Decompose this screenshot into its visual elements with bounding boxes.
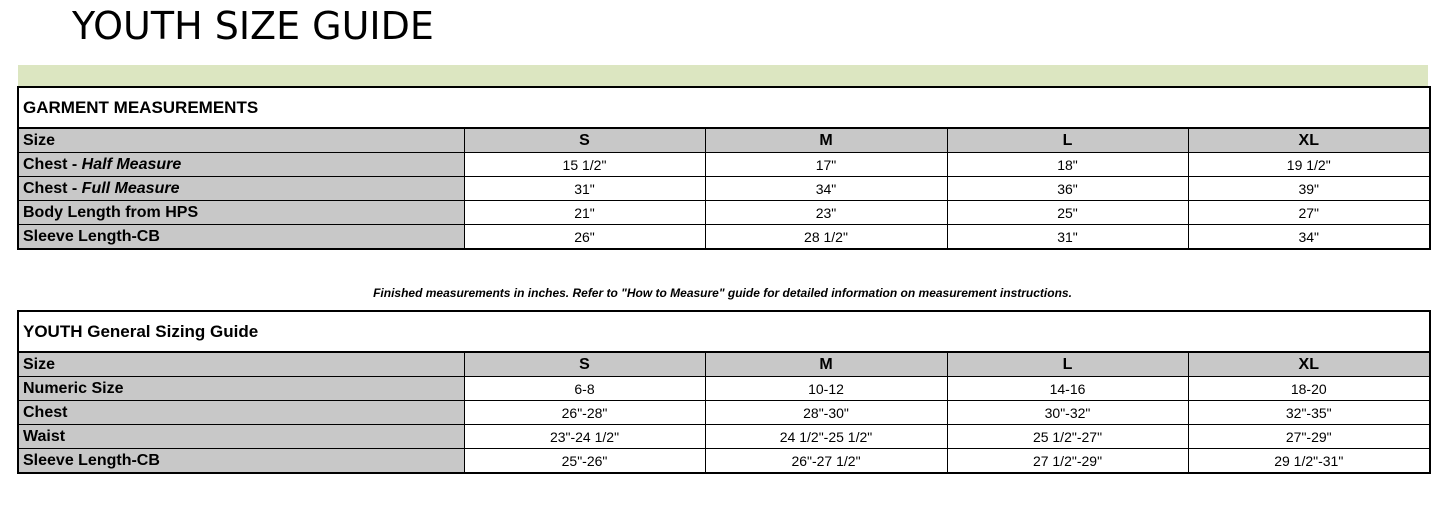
table-cell: 32"-35" xyxy=(1188,401,1430,425)
row-label-chest-half: Chest - Half Measure xyxy=(18,153,464,177)
table-row xyxy=(18,201,1430,225)
table-cell: 10-12 xyxy=(705,377,947,401)
table-cell: 39" xyxy=(1188,177,1430,201)
row-label-waist: Waist xyxy=(18,425,464,449)
general-sizing-table xyxy=(17,310,1431,474)
size-header-s: S xyxy=(464,128,705,153)
table-cell: 25 1/2"-27" xyxy=(947,425,1188,449)
size-header-xl: XL xyxy=(1188,128,1430,153)
table-cell: 34" xyxy=(705,177,947,201)
table-cell: 26"-27 1/2" xyxy=(705,449,947,474)
table-cell: 27"-29" xyxy=(1188,425,1430,449)
table-cell: 31" xyxy=(947,225,1188,250)
table-title-row xyxy=(18,87,1430,128)
size-header-xl: XL xyxy=(1188,352,1430,377)
garment-table-title: GARMENT MEASUREMENTS xyxy=(18,87,1430,128)
table-cell: 24 1/2"-25 1/2" xyxy=(705,425,947,449)
table-cell: 18-20 xyxy=(1188,377,1430,401)
table-cell: 28"-30" xyxy=(705,401,947,425)
size-header-m: M xyxy=(705,352,947,377)
row-label-chest-full: Chest - Full Measure xyxy=(18,177,464,201)
table-title-row xyxy=(18,311,1430,352)
table-cell: 26"-28" xyxy=(464,401,705,425)
table-cell: 31" xyxy=(464,177,705,201)
table-cell: 27" xyxy=(1188,201,1430,225)
table-row xyxy=(18,153,1430,177)
garment-measurements-table xyxy=(17,86,1431,250)
size-header-label: Size xyxy=(18,352,464,377)
table-cell: 27 1/2"-29" xyxy=(947,449,1188,474)
table-row xyxy=(18,449,1430,474)
size-header-s: S xyxy=(464,352,705,377)
size-header-m: M xyxy=(705,128,947,153)
row-label-sleeve-length: Sleeve Length-CB xyxy=(18,225,464,250)
table-cell: 28 1/2" xyxy=(705,225,947,250)
table-cell: 25" xyxy=(947,201,1188,225)
table-row xyxy=(18,425,1430,449)
table-row xyxy=(18,177,1430,201)
table-row xyxy=(18,377,1430,401)
table-cell: 36" xyxy=(947,177,1188,201)
measurement-footnote xyxy=(0,286,1445,300)
table-cell: 26" xyxy=(464,225,705,250)
table-cell: 25"-26" xyxy=(464,449,705,474)
size-header-l: L xyxy=(947,352,1188,377)
table-cell: 15 1/2" xyxy=(464,153,705,177)
table-cell: 21" xyxy=(464,201,705,225)
footnote-text: Finished measurements in inches. Refer to "How to Measure" guide for detailed information on measurement instructions. xyxy=(373,286,1072,300)
table-cell: 34" xyxy=(1188,225,1430,250)
table-cell: 18" xyxy=(947,153,1188,177)
size-header-row xyxy=(18,352,1430,377)
general-table-title: YOUTH General Sizing Guide xyxy=(18,311,1430,352)
row-label-numeric-size: Numeric Size xyxy=(18,377,464,401)
header-band xyxy=(18,65,1428,86)
table-cell: 29 1/2"-31" xyxy=(1188,449,1430,474)
size-header-l: L xyxy=(947,128,1188,153)
row-label-body-length: Body Length from HPS xyxy=(18,201,464,225)
table-cell: 6-8 xyxy=(464,377,705,401)
row-label-sleeve-length: Sleeve Length-CB xyxy=(18,449,464,474)
row-label-chest: Chest xyxy=(18,401,464,425)
table-cell: 23" xyxy=(705,201,947,225)
size-header-label: Size xyxy=(18,128,464,153)
table-row xyxy=(18,401,1430,425)
table-cell: 14-16 xyxy=(947,377,1188,401)
table-cell: 23"-24 1/2" xyxy=(464,425,705,449)
table-cell: 17" xyxy=(705,153,947,177)
table-cell: 30"-32" xyxy=(947,401,1188,425)
table-row xyxy=(18,225,1430,250)
page-title: YOUTH SIZE GUIDE xyxy=(72,4,434,48)
size-header-row xyxy=(18,128,1430,153)
table-cell: 19 1/2" xyxy=(1188,153,1430,177)
